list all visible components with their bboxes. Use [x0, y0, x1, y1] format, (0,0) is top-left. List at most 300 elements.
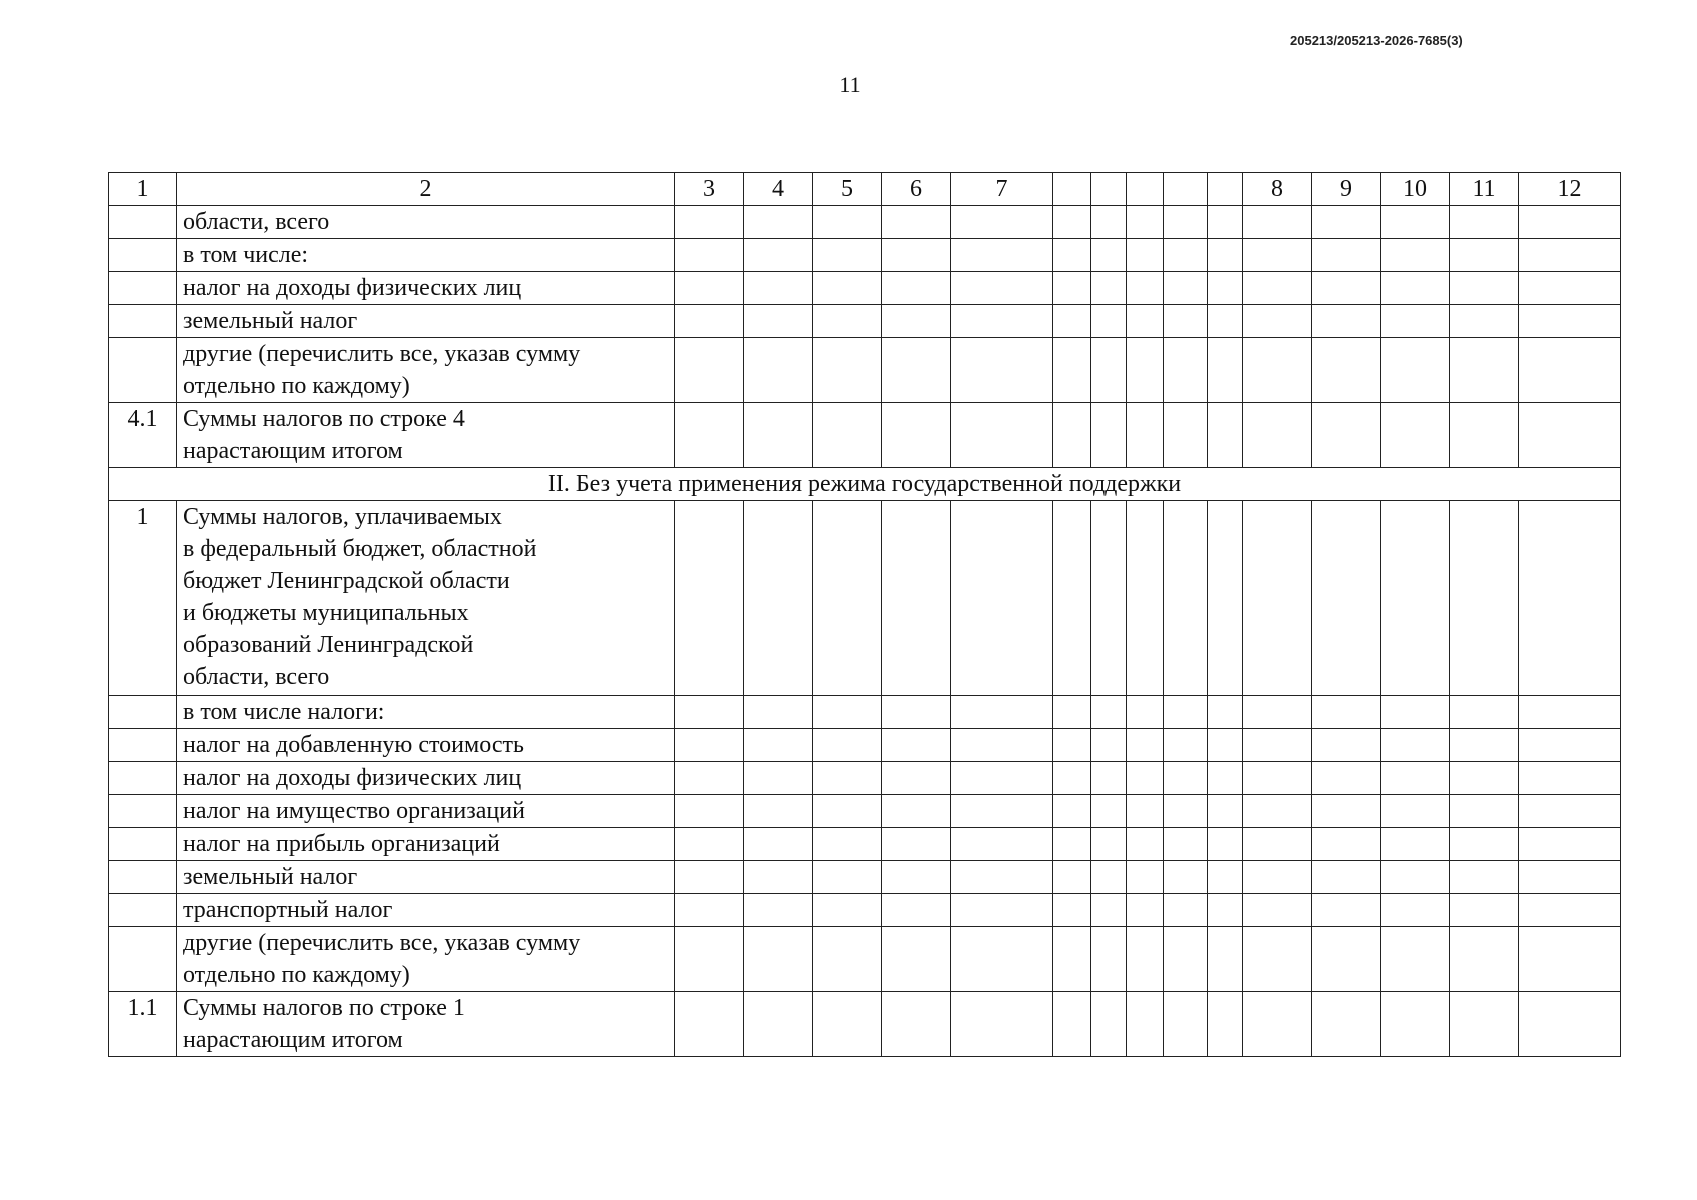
value-cell: [1381, 403, 1450, 468]
table-row: [109, 338, 1621, 403]
value-cell: [1164, 828, 1208, 861]
value-cell: [1381, 272, 1450, 305]
header-row: [109, 173, 1621, 206]
value-cell: [882, 992, 951, 1057]
table-row: [109, 762, 1621, 795]
value-cell: [882, 762, 951, 795]
value-cell: [744, 403, 813, 468]
value-cell: [675, 403, 744, 468]
value-cell: [1164, 403, 1208, 468]
value-cell: [1519, 338, 1621, 403]
value-cell: [951, 206, 1053, 239]
value-cell: [1312, 206, 1381, 239]
value-cell: [1208, 272, 1243, 305]
row-number: 1: [109, 501, 177, 696]
value-cell: [1091, 861, 1127, 894]
value-cell: [1312, 239, 1381, 272]
value-cell: [744, 762, 813, 795]
value-cell: [1381, 501, 1450, 696]
value-cell: [1243, 992, 1312, 1057]
row-description: [177, 338, 675, 403]
value-cell: [1208, 338, 1243, 403]
value-cell: [813, 992, 882, 1057]
value-cell: [1164, 239, 1208, 272]
value-cell: [1312, 992, 1381, 1057]
value-cell: [1243, 206, 1312, 239]
value-cell: [813, 795, 882, 828]
value-cell: [951, 729, 1053, 762]
value-cell: [882, 828, 951, 861]
row-description: [177, 927, 675, 992]
value-cell: [1208, 795, 1243, 828]
header-cell: [1208, 173, 1243, 206]
value-cell: [813, 206, 882, 239]
table-row: [109, 828, 1621, 861]
value-cell: [1208, 762, 1243, 795]
value-cell: [1312, 305, 1381, 338]
table-row: [109, 927, 1621, 992]
value-cell: [1450, 927, 1519, 992]
value-cell: [1312, 828, 1381, 861]
value-cell: [1312, 729, 1381, 762]
value-cell: [1091, 272, 1127, 305]
value-cell: [882, 403, 951, 468]
value-cell: [882, 338, 951, 403]
value-cell: [1243, 828, 1312, 861]
table-row: [109, 305, 1621, 338]
value-cell: [1127, 828, 1164, 861]
table-row: [109, 206, 1621, 239]
description-line: и бюджеты муниципальных: [183, 600, 469, 626]
value-cell: [1519, 272, 1621, 305]
value-cell: [675, 762, 744, 795]
value-cell: [1312, 861, 1381, 894]
value-cell: [813, 305, 882, 338]
value-cell: [882, 272, 951, 305]
value-cell: [1053, 501, 1091, 696]
row-description: [177, 305, 675, 338]
value-cell: [951, 894, 1053, 927]
value-cell: [951, 338, 1053, 403]
value-cell: [744, 272, 813, 305]
row-description: [177, 762, 675, 795]
value-cell: [1381, 206, 1450, 239]
table-row: [109, 894, 1621, 927]
header-cell: 3: [675, 173, 744, 206]
description-line: образований Ленинградской: [183, 632, 474, 658]
value-cell: [1164, 272, 1208, 305]
row-number: [109, 762, 177, 795]
value-cell: [951, 696, 1053, 729]
description-line: бюджет Ленинградской области: [183, 568, 510, 594]
value-cell: [1519, 795, 1621, 828]
value-cell: [1381, 729, 1450, 762]
description-line: в том числе:: [183, 242, 309, 268]
value-cell: [1243, 272, 1312, 305]
value-cell: [1519, 861, 1621, 894]
value-cell: [1519, 828, 1621, 861]
value-cell: [744, 828, 813, 861]
value-cell: [951, 239, 1053, 272]
value-cell: [1450, 861, 1519, 894]
row-number: [109, 338, 177, 403]
value-cell: [951, 861, 1053, 894]
value-cell: [1091, 729, 1127, 762]
value-cell: [1450, 992, 1519, 1057]
value-cell: [744, 861, 813, 894]
value-cell: [813, 762, 882, 795]
value-cell: [1208, 861, 1243, 894]
value-cell: [1053, 992, 1091, 1057]
row-description: [177, 894, 675, 927]
value-cell: [1164, 305, 1208, 338]
header-cell: 1: [109, 173, 177, 206]
value-cell: [882, 239, 951, 272]
value-cell: [1208, 828, 1243, 861]
value-cell: [1450, 795, 1519, 828]
description-line: налог на доходы физических лиц: [183, 765, 522, 791]
value-cell: [951, 762, 1053, 795]
value-cell: [1450, 272, 1519, 305]
row-number: [109, 272, 177, 305]
value-cell: [675, 305, 744, 338]
row-description: [177, 272, 675, 305]
value-cell: [1053, 729, 1091, 762]
value-cell: [1312, 403, 1381, 468]
value-cell: [1381, 828, 1450, 861]
description-line: налог на доходы физических лиц: [183, 275, 522, 301]
value-cell: [1450, 696, 1519, 729]
row-number: [109, 206, 177, 239]
value-cell: [1164, 861, 1208, 894]
header-cell: 2: [177, 173, 675, 206]
value-cell: [1519, 992, 1621, 1057]
value-cell: [1053, 861, 1091, 894]
value-cell: [1208, 992, 1243, 1057]
row-description: [177, 239, 675, 272]
value-cell: [951, 795, 1053, 828]
value-cell: [1450, 729, 1519, 762]
value-cell: [1243, 729, 1312, 762]
value-cell: [1164, 992, 1208, 1057]
value-cell: [744, 795, 813, 828]
value-cell: [1091, 338, 1127, 403]
value-cell: [1164, 795, 1208, 828]
value-cell: [1243, 403, 1312, 468]
value-cell: [813, 501, 882, 696]
value-cell: [1127, 338, 1164, 403]
value-cell: [1127, 696, 1164, 729]
value-cell: [1243, 696, 1312, 729]
header-cell: [1053, 173, 1091, 206]
header-cell: 7: [951, 173, 1053, 206]
value-cell: [813, 828, 882, 861]
value-cell: [1208, 305, 1243, 338]
value-cell: [1312, 894, 1381, 927]
value-cell: [1519, 927, 1621, 992]
value-cell: [1127, 403, 1164, 468]
value-cell: [1312, 696, 1381, 729]
description-line: Суммы налогов, уплачиваемых: [183, 504, 502, 530]
row-description: [177, 729, 675, 762]
value-cell: [744, 696, 813, 729]
value-cell: [1208, 696, 1243, 729]
description-line: отдельно по каждому): [183, 962, 410, 988]
value-cell: [1519, 762, 1621, 795]
value-cell: [675, 501, 744, 696]
value-cell: [1053, 239, 1091, 272]
value-cell: [675, 272, 744, 305]
value-cell: [744, 338, 813, 403]
value-cell: [813, 338, 882, 403]
value-cell: [1243, 894, 1312, 927]
value-cell: [1091, 828, 1127, 861]
value-cell: [1091, 206, 1127, 239]
value-cell: [882, 696, 951, 729]
value-cell: [1127, 861, 1164, 894]
description-line: области, всего: [183, 209, 330, 235]
value-cell: [675, 729, 744, 762]
value-cell: [744, 729, 813, 762]
value-cell: [1312, 795, 1381, 828]
value-cell: [675, 206, 744, 239]
value-cell: [1519, 894, 1621, 927]
row-description: [177, 795, 675, 828]
value-cell: [1450, 305, 1519, 338]
value-cell: [1450, 206, 1519, 239]
header-cell: 8: [1243, 173, 1312, 206]
value-cell: [1164, 729, 1208, 762]
value-cell: [1164, 501, 1208, 696]
description-line: транспортный налог: [183, 897, 393, 923]
row-description: [177, 206, 675, 239]
value-cell: [1450, 894, 1519, 927]
value-cell: [744, 501, 813, 696]
value-cell: [1208, 894, 1243, 927]
header-cell: 11: [1450, 173, 1519, 206]
table-row: [109, 696, 1621, 729]
value-cell: [1091, 795, 1127, 828]
value-cell: [675, 992, 744, 1057]
value-cell: [1053, 696, 1091, 729]
value-cell: [1053, 338, 1091, 403]
value-cell: [1519, 206, 1621, 239]
value-cell: [1519, 696, 1621, 729]
value-cell: [882, 927, 951, 992]
value-cell: [1127, 762, 1164, 795]
value-cell: [1127, 305, 1164, 338]
table-row: [109, 992, 1621, 1057]
document-code: 205213/205213-2026-7685(3): [1290, 33, 1463, 48]
description-line: Суммы налогов по строке 1: [183, 995, 465, 1021]
row-description: [177, 861, 675, 894]
description-line: отдельно по каждому): [183, 373, 410, 399]
value-cell: [1053, 305, 1091, 338]
row-number: [109, 305, 177, 338]
value-cell: [1091, 403, 1127, 468]
value-cell: [1450, 762, 1519, 795]
header-cell: 4: [744, 173, 813, 206]
value-cell: [813, 861, 882, 894]
value-cell: [1519, 501, 1621, 696]
value-cell: [1450, 338, 1519, 403]
value-cell: [1091, 927, 1127, 992]
table-row: [109, 501, 1621, 696]
row-number: [109, 894, 177, 927]
value-cell: [675, 795, 744, 828]
report-table: [108, 172, 1621, 1057]
value-cell: [1164, 206, 1208, 239]
value-cell: [1091, 992, 1127, 1057]
value-cell: [1053, 795, 1091, 828]
value-cell: [1208, 239, 1243, 272]
value-cell: [1243, 305, 1312, 338]
header-cell: [1127, 173, 1164, 206]
value-cell: [1053, 762, 1091, 795]
description-line: Суммы налогов по строке 4: [183, 406, 465, 432]
row-number: 1.1: [109, 992, 177, 1057]
row-description: [177, 992, 675, 1057]
value-cell: [1519, 305, 1621, 338]
value-cell: [1127, 992, 1164, 1057]
value-cell: [1091, 305, 1127, 338]
value-cell: [951, 403, 1053, 468]
description-line: земельный налог: [183, 308, 358, 334]
value-cell: [1243, 795, 1312, 828]
value-cell: [1091, 239, 1127, 272]
value-cell: [813, 894, 882, 927]
value-cell: [1243, 861, 1312, 894]
value-cell: [1208, 729, 1243, 762]
value-cell: [882, 501, 951, 696]
value-cell: [951, 828, 1053, 861]
value-cell: [882, 795, 951, 828]
value-cell: [1053, 828, 1091, 861]
value-cell: [1381, 696, 1450, 729]
value-cell: [951, 272, 1053, 305]
row-description: [177, 696, 675, 729]
value-cell: [1091, 696, 1127, 729]
description-line: другие (перечислить все, указав сумму: [183, 930, 581, 956]
value-cell: [1091, 501, 1127, 696]
value-cell: [675, 239, 744, 272]
value-cell: [951, 992, 1053, 1057]
value-cell: [1381, 338, 1450, 403]
description-line: земельный налог: [183, 864, 358, 890]
value-cell: [744, 305, 813, 338]
value-cell: [1127, 206, 1164, 239]
value-cell: [1127, 927, 1164, 992]
value-cell: [1519, 403, 1621, 468]
value-cell: [1519, 239, 1621, 272]
value-cell: [882, 894, 951, 927]
value-cell: [744, 894, 813, 927]
description-line: нарастающим итогом: [183, 1027, 403, 1053]
value-cell: [1243, 762, 1312, 795]
value-cell: [1208, 927, 1243, 992]
table-row: [109, 272, 1621, 305]
row-number: [109, 729, 177, 762]
row-description: [177, 501, 675, 696]
value-cell: [882, 305, 951, 338]
value-cell: [1519, 729, 1621, 762]
value-cell: [1243, 338, 1312, 403]
value-cell: [1053, 927, 1091, 992]
description-line: налог на имущество организаций: [183, 798, 525, 824]
value-cell: [675, 338, 744, 403]
header-cell: 9: [1312, 173, 1381, 206]
description-line: другие (перечислить все, указав сумму: [183, 341, 581, 367]
value-cell: [1164, 338, 1208, 403]
description-line: нарастающим итогом: [183, 438, 403, 464]
value-cell: [1053, 272, 1091, 305]
value-cell: [1312, 762, 1381, 795]
value-cell: [744, 239, 813, 272]
value-cell: [882, 729, 951, 762]
value-cell: [1381, 239, 1450, 272]
value-cell: [1127, 894, 1164, 927]
section-title: II. Без учета применения режима государственной поддержки: [109, 468, 1621, 501]
table-body: [109, 173, 1621, 1057]
value-cell: [813, 239, 882, 272]
table-row: [109, 239, 1621, 272]
header-cell: 5: [813, 173, 882, 206]
description-line: налог на добавленную стоимость: [183, 732, 524, 758]
value-cell: [1091, 762, 1127, 795]
table-row: [109, 795, 1621, 828]
value-cell: [1243, 501, 1312, 696]
description-line: в федеральный бюджет, областной: [183, 536, 537, 562]
header-cell: 10: [1381, 173, 1450, 206]
value-cell: [1381, 992, 1450, 1057]
value-cell: [675, 894, 744, 927]
table-row: [109, 403, 1621, 468]
header-cell: [1164, 173, 1208, 206]
description-line: налог на прибыль организаций: [183, 831, 500, 857]
value-cell: [1381, 861, 1450, 894]
header-cell: [1091, 173, 1127, 206]
value-cell: [951, 501, 1053, 696]
value-cell: [1208, 206, 1243, 239]
value-cell: [675, 861, 744, 894]
value-cell: [1243, 927, 1312, 992]
value-cell: [1127, 501, 1164, 696]
value-cell: [1164, 696, 1208, 729]
value-cell: [882, 861, 951, 894]
value-cell: [1091, 894, 1127, 927]
row-description: [177, 403, 675, 468]
value-cell: [882, 206, 951, 239]
value-cell: [1208, 403, 1243, 468]
value-cell: [1127, 272, 1164, 305]
value-cell: [1381, 795, 1450, 828]
value-cell: [951, 305, 1053, 338]
value-cell: [1312, 501, 1381, 696]
section-row: [109, 468, 1621, 501]
page-number: 11: [839, 72, 861, 97]
value-cell: [1450, 501, 1519, 696]
row-number: [109, 861, 177, 894]
value-cell: [1164, 894, 1208, 927]
value-cell: [813, 272, 882, 305]
value-cell: [744, 927, 813, 992]
value-cell: [813, 927, 882, 992]
value-cell: [813, 729, 882, 762]
value-cell: [1127, 795, 1164, 828]
value-cell: [744, 206, 813, 239]
row-number: [109, 927, 177, 992]
row-number: 4.1: [109, 403, 177, 468]
